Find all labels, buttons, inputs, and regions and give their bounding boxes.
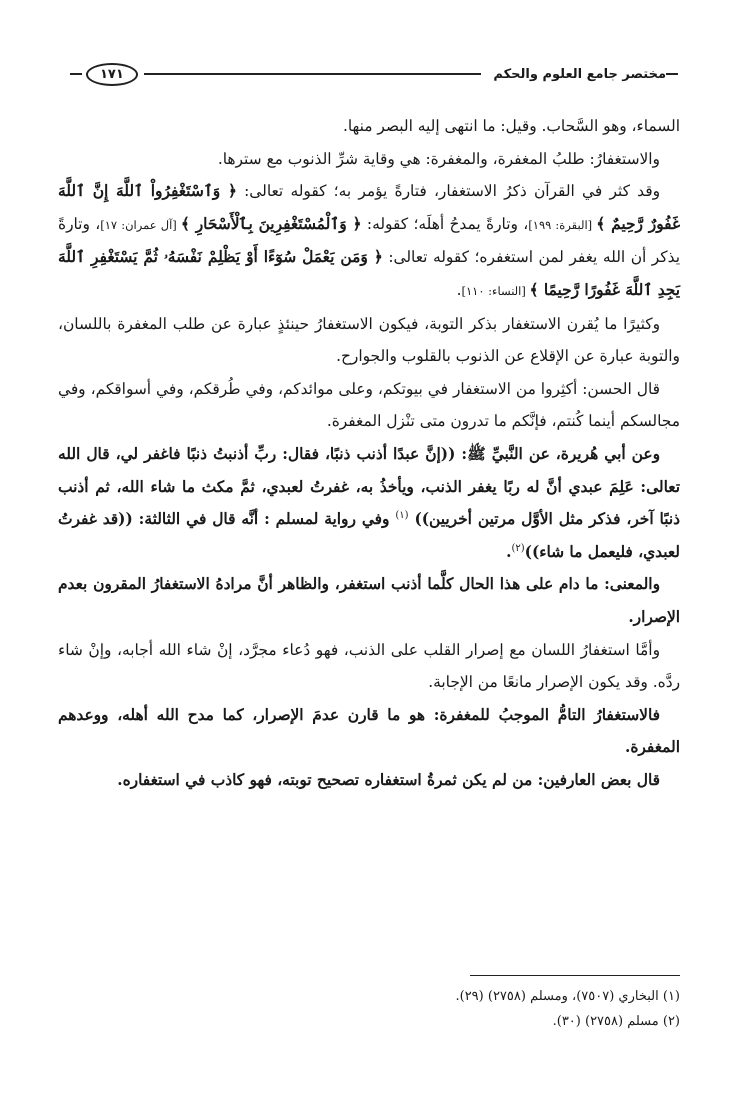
footnote-marker: (٢) [511, 542, 525, 554]
text-segment: قال بعض العارفين: من لم يكن ثمرةُ استغفاره تصحيح توبته، فهو كاذب في استغفاره. [117, 770, 660, 789]
text-segment: وكثيرًا ما يُقرن الاستغفار بذكر التوبة، فيكون الاستغفارُ حينئذٍ عبارة عن طلب المغفرة باللسان، والتوبة عبارة عن الإقلاع عن الذنوب بالقلوب والجوارح. [58, 314, 680, 366]
text-segment: والمعنى: ما دام على هذا الحال كلَّما أذنب استغفر، والظاهر أنَّ مرادهُ الاستغفارُ المقرون بعدم الإصرار. [58, 575, 680, 626]
text-segment: ، وتارةً يمدحُ أهلَه؛ كقوله: [361, 214, 529, 233]
running-header [70, 58, 680, 90]
text-segment: وأمَّا استغفارُ اللسان مع إصرار القلب على الذنب، فهو دُعاء مجرَّد، إنْ شاء الله أجابه، وإنْ شاء ردَّه. وقد يكون الإصرار مانعًا من الإجابة. [58, 640, 680, 692]
book-title: مختصر جامع العلوم والحكم [493, 66, 666, 82]
body-text [58, 110, 680, 796]
paragraph-p5 [58, 373, 680, 438]
paragraph-p6 [58, 438, 680, 568]
header-rule [144, 73, 482, 75]
text-segment: وفي رواية لمسلم : أنَّه قال في الثالثة: ((قد غفرتُ لعبدي، فليعمل ما شاء)) [58, 510, 680, 561]
verse-reference: [البقرة: ١٩٩] [528, 217, 597, 232]
paragraph-p3 [58, 175, 680, 307]
quran-verse: ﴿ وَمَن يَعْمَلْ سُوٓءًا أَوْ يَظْلِمْ نَفْسَهُۥ ثُمَّ يَسْتَغْفِرِ ٱللَّهَ يَجِدِ ٱللَّهَ غَفُورًا رَّحِيمًا ﴾ [58, 248, 680, 299]
text-segment: ، وتارةً يذكر أن الله يغفر لمن استغفره؛ كقوله تعالى: [58, 214, 680, 267]
footnote-marker: (١) [395, 510, 409, 521]
paragraph-p7 [58, 568, 680, 633]
paragraph-p8 [58, 634, 680, 699]
footnotes [58, 984, 680, 1034]
paragraph-p10 [58, 764, 680, 797]
quran-verse: ﴿ وَٱلْمُسْتَغْفِرِينَ بِٱلْأَسْحَارِ ﴾ [180, 214, 362, 233]
text-segment: . [456, 280, 462, 299]
paragraph-p9 [58, 699, 680, 764]
paragraph-p1 [58, 110, 680, 143]
text-segment: قال الحسن: أكثِروا من الاستغفار في بيوتكم، وعلى موائدكم، وفي طُرقكم، وفي أسواقكم، وفي مجالسكم أينما كُنتم، فإنَّكم ما تدرون متى تنْزل المغفرة. [58, 379, 680, 431]
paragraph-p4 [58, 308, 680, 373]
header-dash [666, 73, 678, 75]
quran-verse: ﴿ وَٱسْتَغْفِرُواْ ٱللَّهَ إِنَّ ٱللَّهَ غَفُورٌ رَّحِيمٌ ﴾ [58, 182, 680, 233]
paragraph-p2 [58, 143, 680, 176]
verse-reference: [النساء: ١١٠] [461, 283, 530, 298]
verse-reference: [آل عمران: ١٧] [100, 217, 181, 232]
footnote-2: (٢) مسلم (٢٧٥٨) (٣٠). [552, 1014, 680, 1029]
footnote-1: (١) البخاري (٧٥٠٧)، ومسلم (٢٧٥٨) (٢٩). [455, 989, 680, 1004]
text-segment: السماء، وهو السَّحاب. وقيل: ما انتهى إليه البصر منها. [342, 117, 680, 135]
text-segment: . [506, 542, 512, 561]
page-number: ١٧١ [86, 63, 138, 86]
text-segment: وعن أبي هُريرة، عن النَّبيِّ ﷺ: ((إنَّ عبدًا أذنب ذنبًا، فقال: ربِّ أذنبتُ ذنبًا فاغفر لي، قال الله تعالى: عَلِمَ عبدي أنَّ له ربًا يغفر الذنب، ويأخذُ به، غفرتُ لعبدي، ثمَّ مكث ما شاء الله، ثم أذنب ذنبًا آخر، فذكر مثل الأوَّل مرتين أخريين)) [58, 444, 680, 529]
text-segment: والاستغفارُ: طلبُ المغفرة، والمغفرة: هي وقاية شرِّ الذنوب مع سترها. [217, 149, 660, 168]
footnote-divider [470, 975, 680, 976]
text-segment: وقد كثر في القرآن ذكرُ الاستغفار، فتارةً يؤمر به؛ كقوله تعالى: [236, 182, 660, 201]
text-segment: فالاستغفارُ التامُّ الموجبُ للمغفرة: هو ما قارن عدمَ الإصرار، كما مدح الله أهله، ووعدهم المغفرة. [58, 705, 680, 757]
header-dash [70, 73, 82, 75]
